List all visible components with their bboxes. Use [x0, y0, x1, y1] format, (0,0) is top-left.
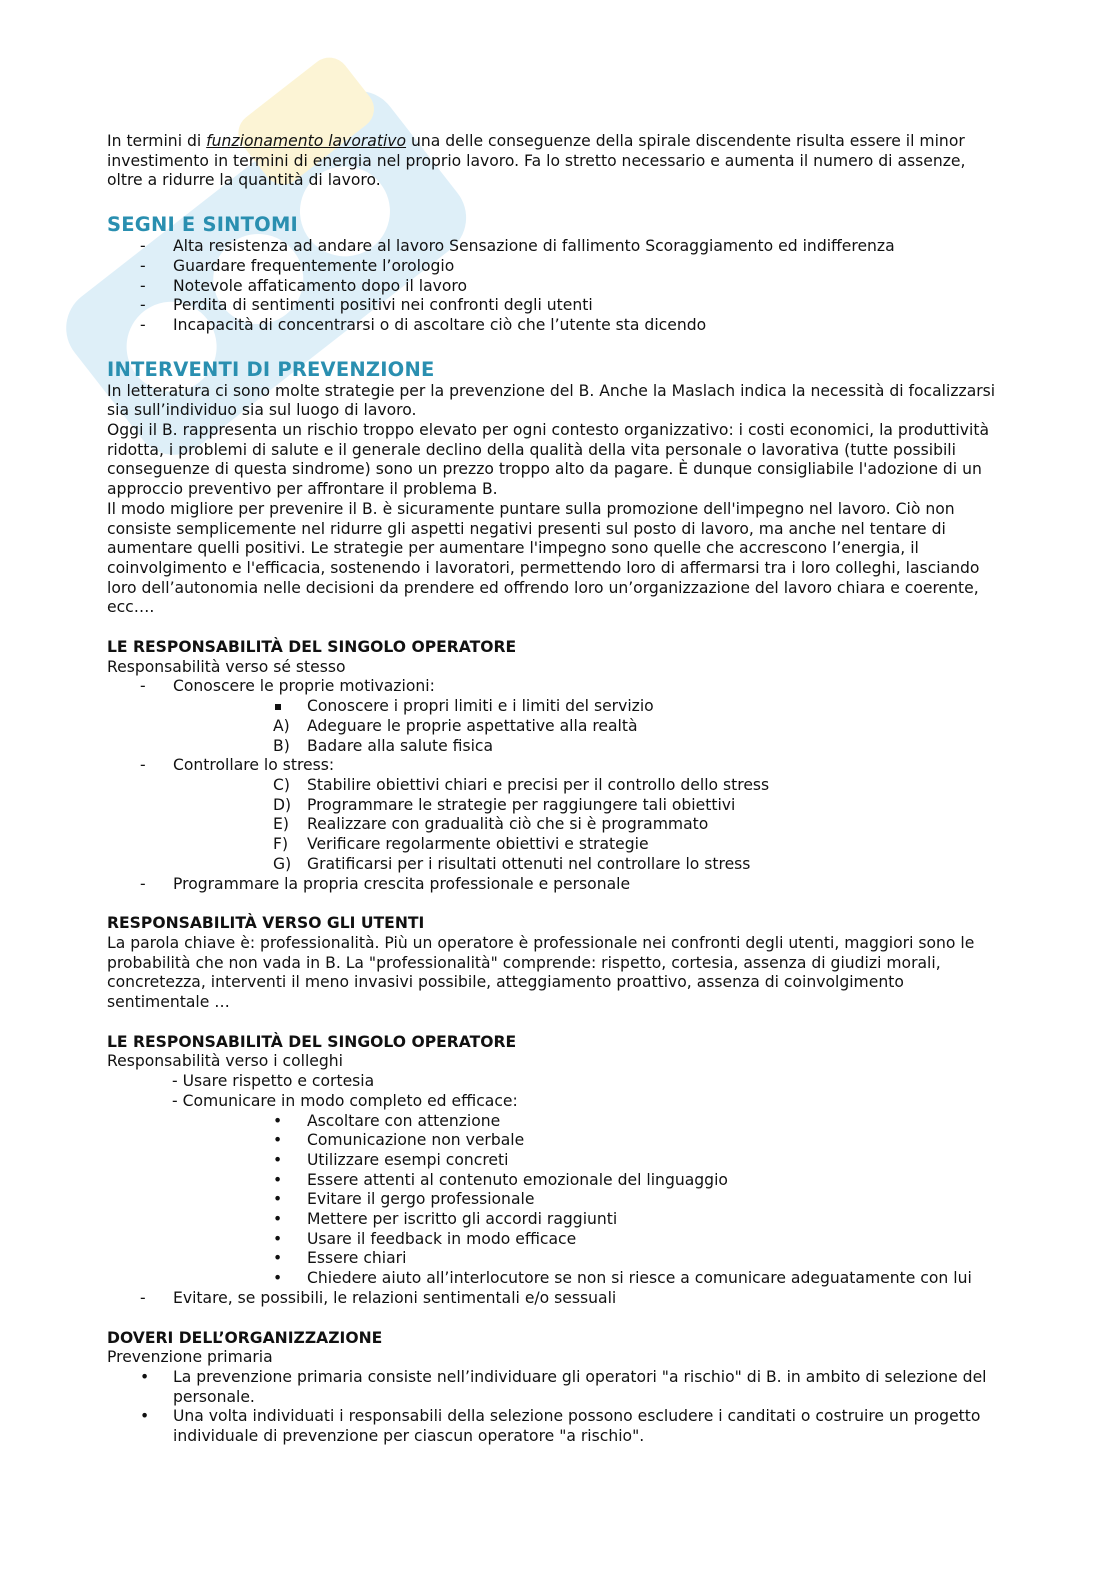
list-item: E) Realizzare con gradualità ciò che si è programmato	[273, 815, 709, 834]
subtitle-verso-se: Responsabilità verso sé stesso	[107, 657, 346, 676]
section-heading-segni: SEGNI E SINTOMI	[107, 213, 299, 237]
square-bullet-item: Conoscere i propri limiti e i limiti del servizio	[107, 697, 1002, 717]
resp1-list	[107, 677, 1002, 697]
list-item: • Essere attenti al contenuto emozionale del linguaggio	[107, 1171, 1002, 1191]
list-item: F) Verificare regolarmente obiettivi e strategie	[273, 835, 649, 854]
section-heading-resp-singolo: LE RESPONSABILITÀ DEL SINGOLO OPERATORE	[107, 638, 517, 657]
section-heading-resp-colleghi: LE RESPONSABILITÀ DEL SINGOLO OPERATORE	[107, 1032, 517, 1051]
list-item: - Perdita di sentimenti positivi nei confronti degli utenti	[107, 296, 1002, 316]
subtitle-verso-colleghi: Responsabilità verso i colleghi	[107, 1052, 344, 1071]
list-item: • Ascoltare con attenzione	[107, 1112, 1002, 1132]
list-item: - Notevole affaticamento dopo il lavoro	[107, 277, 1002, 297]
list-item: • La prevenzione primaria consiste nell’individuare gli operatori "a rischio" di B. in ambito di selezione del personale.	[107, 1368, 1002, 1407]
intro-paragraph: In termini di funzionamento lavorativo una delle conseguenze della spirale discendente risulta essere il minor investimento in termini di energia nel proprio lavoro. Fa lo stretto necessario e aumenta il numero di assenze, oltre a ridurre la quantità di lavoro.	[107, 132, 966, 190]
list-item: - Controllare lo stress:	[107, 756, 1002, 776]
list-item: - Usare rispetto e cortesia	[172, 1072, 375, 1091]
list-item: • Comunicazione non verbale	[107, 1131, 1002, 1151]
square-bullet-icon	[275, 704, 281, 710]
document-page	[107, 132, 1002, 1447]
list-item: - Evitare, se possibili, le relazioni sentimentali e/o sessuali	[107, 1289, 1002, 1309]
segni-list	[107, 237, 1002, 336]
section-heading-utenti: RESPONSABILITÀ VERSO GLI UTENTI	[107, 914, 425, 933]
section-heading-doveri: DOVERI DELL’ORGANIZZAZIONE	[107, 1328, 383, 1347]
list-item: • Una volta individuati i responsabili della selezione possono escludere i canditati o costruire un progetto individuale di prevenzione per ciascun operatore "a rischio".	[107, 1407, 1002, 1446]
list-item: • Essere chiari	[107, 1249, 1002, 1269]
interventi-paragraph-3: Il modo migliore per prevenire il B. è sicuramente puntare sulla promozione dell'impegno nel lavoro. Ciò non consiste semplicemente nel ridurre gli aspetti negativi presenti sul posto di lavoro, ma anche nel tentare di aumentare quelli positivi. Le strategie per aumentare l'impegno sono quelle che accrescono l’energia, il coinvolgimento e l'efficacia, sostenendo i lavoratori, permettendo loro di affermarsi tra i loro colleghi, lasciando loro dell’autonomia nelle decisioni da prendere ed offrendo loro un’organizzazione del lavoro chiara e coerente, ecc….	[107, 499, 980, 617]
list-item: • Utilizzare esempi concreti	[107, 1151, 1002, 1171]
list-item: G) Gratificarsi per i risultati ottenuti nel controllare lo stress	[273, 854, 751, 873]
list-item: - Comunicare in modo completo ed efficace:	[172, 1091, 518, 1110]
list-item: A) Adeguare le proprie aspettative alla realtà	[273, 716, 638, 735]
list-item: - Alta resistenza ad andare al lavoro Sensazione di fallimento Scoraggiamento ed indifferenza	[107, 237, 1002, 257]
comunicare-bullet-list	[107, 1112, 1002, 1289]
utenti-paragraph: La parola chiave è: professionalità. Più un operatore è professionale nei confronti degli utenti, maggiori sono le probabilità che non vada in B. La "professionalità" comprende: rispetto, cortesia, assenza di giudizi morali, concretezza, interventi il meno invasivi possibile, atteggiamento proattivo, assenza di coinvolgimento sentimentale …	[107, 933, 975, 1012]
list-item: • Evitare il gergo professionale	[107, 1190, 1002, 1210]
list-item: D) Programmare le strategie per raggiungere tali obiettivi	[273, 795, 736, 814]
section-heading-interventi: INTERVENTI DI PREVENZIONE	[107, 357, 435, 381]
interventi-paragraph-1: In letteratura ci sono molte strategie per la prevenzione del B. Anche la Maslach indica la necessità di focalizzarsi sia sull’individuo sia sul luogo di lavoro.	[107, 381, 996, 420]
funzionamento-lavorativo-link[interactable]: funzionamento lavorativo	[206, 132, 407, 150]
list-item: • Usare il feedback in modo efficace	[107, 1230, 1002, 1250]
subtitle-prevenzione-primaria: Prevenzione primaria	[107, 1348, 273, 1367]
list-item: • Chiedere aiuto all’interlocutore se non si riesce a comunicare adeguatamente con lui	[107, 1269, 1002, 1289]
interventi-paragraph-2: Oggi il B. rappresenta un rischio troppo elevato per ogni contesto organizzativo: i costi economici, la produttività ridotta, i problemi di salute e il generale declino della qualità della vita personale o lavorativa (tutte possibili conseguenze di questa sindrome) sono un prezzo troppo alto da pagare. È dunque consigliabile l'adozione di un approccio preventivo per affrontare il problema B.	[107, 421, 989, 499]
list-item: C) Stabilire obiettivi chiari e precisi per il controllo dello stress	[273, 775, 770, 794]
list-item: - Programmare la propria crescita professionale e personale	[107, 875, 1002, 895]
list-item: B) Badare alla salute fisica	[273, 736, 494, 755]
list-item: - Incapacità di concentrarsi o di ascoltare ciò che l’utente sta dicendo	[107, 316, 1002, 336]
list-item: • Mettere per iscritto gli accordi raggiunti	[107, 1210, 1002, 1230]
list-item: - Conoscere le proprie motivazioni:	[107, 677, 1002, 697]
doveri-list	[107, 1368, 1002, 1447]
list-item: - Guardare frequentemente l’orologio	[107, 257, 1002, 277]
